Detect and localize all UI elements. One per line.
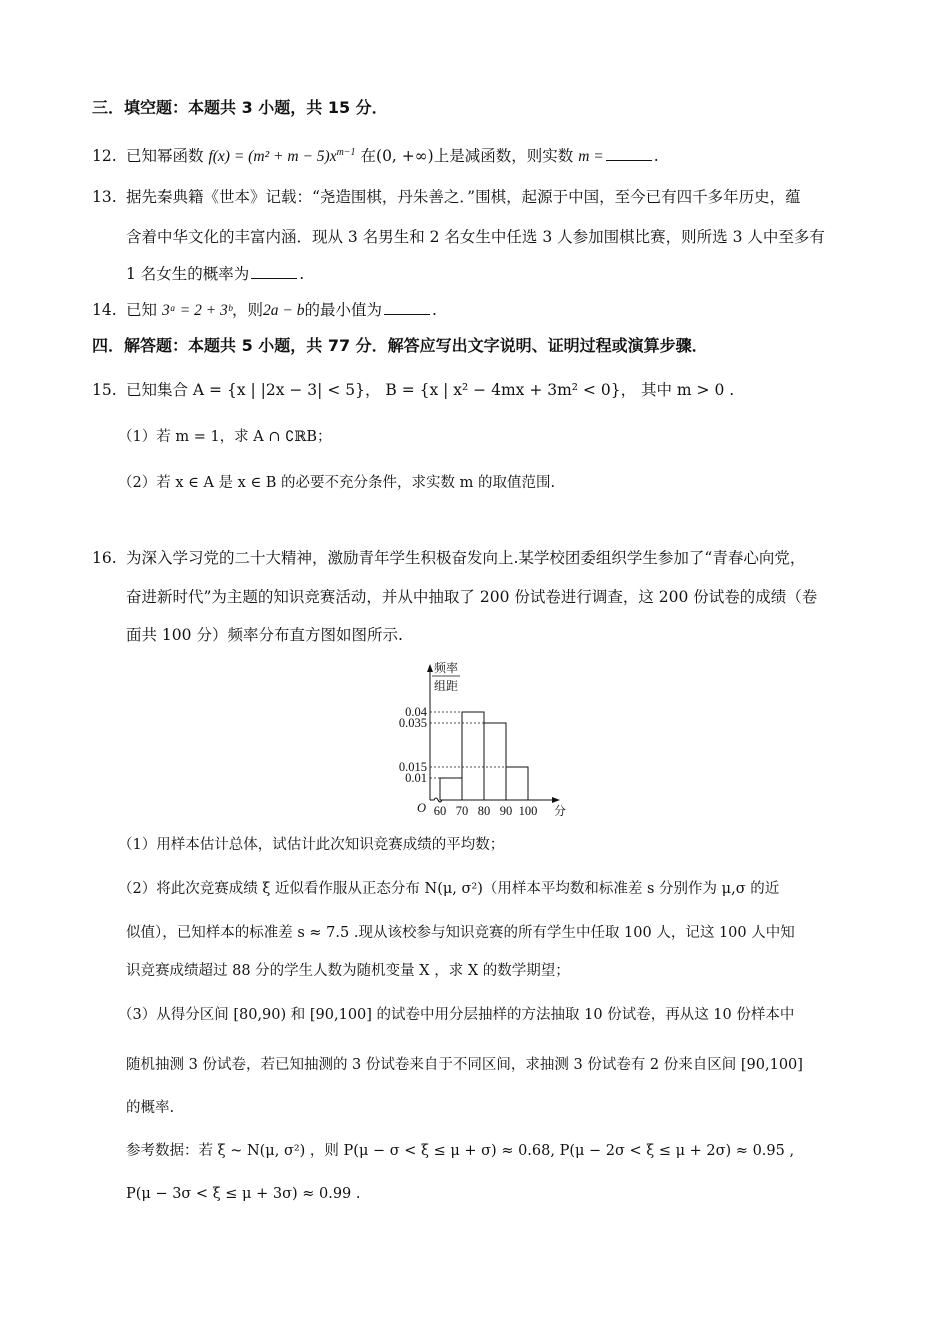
x-axis-arrow bbox=[552, 797, 560, 803]
answer-blank[interactable] bbox=[384, 300, 430, 315]
y-tick-label: 0.015 bbox=[398, 760, 427, 774]
question-number: 13. bbox=[92, 188, 117, 206]
question-13-line-1 bbox=[92, 186, 801, 208]
question-16-line-1 bbox=[92, 547, 805, 569]
q12-end: . bbox=[653, 147, 659, 166]
question-16-part-3-line-1: （3）从得分区间 [80,90) 和 [90,100] 的试卷中用分层抽样的方法抽取 10 份试卷，再从这 10 份样本中 bbox=[118, 1007, 795, 1023]
y-axis-label-numerator: 频率 bbox=[433, 661, 459, 675]
origin-label: O bbox=[417, 801, 427, 815]
x-tick-label: 90 bbox=[499, 804, 513, 816]
q12-text: 已知幂函数 bbox=[126, 147, 204, 166]
q14-formula: 3ᵃ = 2 + 3ᵇ bbox=[161, 302, 232, 319]
question-16-part-3-line-3: 的概率. bbox=[126, 1100, 175, 1116]
x-tick-label: 70 bbox=[455, 804, 469, 816]
reference-data-line-2: P(μ − 3σ < ξ ≤ μ + 3σ) ≈ 0.99 . bbox=[126, 1186, 361, 1202]
y-tick-label: 0.04 bbox=[405, 705, 427, 719]
q14-expr: 2a − b bbox=[262, 302, 305, 319]
question-16-part-3-line-2: 随机抽测 3 份试卷，若已知抽测的 3 份试卷来自于不同区间，求抽测 3 份试卷有 2 份来自区间 [90,100] bbox=[126, 1057, 803, 1073]
q12-exponent: m−1 bbox=[336, 147, 356, 158]
question-15-part-2: （2）若 x ∈ A 是 x ∈ B 的必要不充分条件，求实数 m 的取值范围. bbox=[118, 475, 556, 491]
question-16-part-2-line-2: 似值），已知样本的标准差 s ≈ 7.5 .现从该校参与知识竞赛的所有学生中任取 100 人，记这 100 人中知 bbox=[126, 925, 795, 941]
question-15-part-1: （1）若 m = 1，求 A ∩ ∁ℝB； bbox=[118, 429, 332, 445]
q15-text: 已知集合 A = {x | |2x − 3| < 5}， B = {x | x² − 4mx + 3m² < 0}， 其中 m > 0 . bbox=[126, 381, 735, 399]
x-tick-label: 100 bbox=[518, 804, 538, 816]
q12-interval: (0, +∞) bbox=[376, 147, 434, 166]
question-16-line-2: 奋进新时代”为主题的知识竞赛活动，并从中抽取了 200 份试卷进行调查，这 200 份试卷的成绩（卷 bbox=[126, 588, 818, 606]
q12-formula: f(x) = (m² + m − 5)x bbox=[208, 148, 337, 166]
q14-text-c: 的最小值为 bbox=[304, 301, 382, 319]
question-15 bbox=[92, 379, 734, 401]
section-4-heading: 四．解答题：本题共 5 小题，共 77 分．解答应写出文字说明、证明过程或演算步骤． bbox=[92, 336, 708, 355]
question-13-line-3 bbox=[126, 263, 304, 285]
histogram-bar bbox=[440, 778, 462, 800]
x-axis-label: 分 bbox=[554, 804, 567, 816]
question-16-part-2-line-1: （2）将此次竞赛成绩 ξ 近似看作服从正态分布 N(μ, σ²)（用样本平均数和标准差 s 分别作为 μ,σ 的近 bbox=[118, 881, 780, 897]
q13-text-3: 1 名女生的概率为 bbox=[126, 265, 250, 283]
question-16-line-3: 面共 100 分）频率分布直方图如图所示. bbox=[126, 626, 403, 644]
question-number: 16. bbox=[92, 549, 117, 567]
reference-data-line-1: 参考数据：若 ξ ~ N(μ, σ²) ，则 P(μ − σ < ξ ≤ μ + σ) ≈ 0.68, P(μ − 2σ < ξ ≤ μ + 2σ) ≈ 0.95 , bbox=[126, 1143, 795, 1159]
section-3-heading: 三．填空题：本题共 3 小题，共 15 分． bbox=[92, 98, 388, 117]
histogram-bar bbox=[484, 723, 506, 800]
question-16-part-2-line-3: 识竞赛成绩超过 88 分的学生人数为随机变量 X ，求 X 的数学期望； bbox=[126, 963, 570, 979]
answer-blank[interactable] bbox=[251, 264, 297, 279]
question-12 bbox=[92, 142, 659, 168]
q14-end: . bbox=[431, 301, 437, 319]
q14-text-b: ，则 bbox=[231, 301, 263, 319]
histogram-bar bbox=[506, 767, 528, 800]
x-tick-label: 60 bbox=[433, 804, 447, 816]
q12-variable: m = bbox=[578, 148, 604, 166]
y-axis-label-denominator: 组距 bbox=[433, 679, 459, 693]
q16-text: 为深入学习党的二十大精神，激励青年学生积极奋发向上.某学校团委组织学生参加了“青春心向党， bbox=[126, 549, 806, 567]
question-13-line-2: 含着中华文化的丰富内涵．现从 3 名男生和 2 名女生中任选 3 人参加围棋比赛，则所选 3 人中至多有 bbox=[126, 228, 825, 246]
question-number: 12. bbox=[92, 147, 117, 166]
answer-blank[interactable] bbox=[606, 146, 652, 161]
y-axis-arrow bbox=[427, 664, 433, 672]
y-tick-label: 0.035 bbox=[398, 716, 427, 730]
frequency-histogram bbox=[384, 654, 574, 816]
x-tick-label: 80 bbox=[477, 804, 491, 816]
histogram-bar bbox=[462, 712, 484, 800]
q14-text: 已知 bbox=[126, 301, 158, 319]
q13-text: 据先秦典籍《世本》记载：“尧造围棋，丹朱善之．”围棋，起源于中国，至今已有四千多年历史，蕴 bbox=[126, 188, 801, 206]
q12-text-c: 上是减函数，则实数 bbox=[433, 147, 574, 166]
question-number: 15. bbox=[92, 381, 117, 399]
question-14 bbox=[92, 299, 437, 322]
y-tick-label: 0.01 bbox=[405, 771, 427, 785]
question-number: 14. bbox=[92, 301, 117, 319]
q13-end: . bbox=[299, 265, 305, 283]
q12-text-b: 在 bbox=[360, 147, 377, 166]
question-16-part-1: （1）用样本估计总体，试估计此次知识竞赛成绩的平均数； bbox=[118, 837, 505, 853]
